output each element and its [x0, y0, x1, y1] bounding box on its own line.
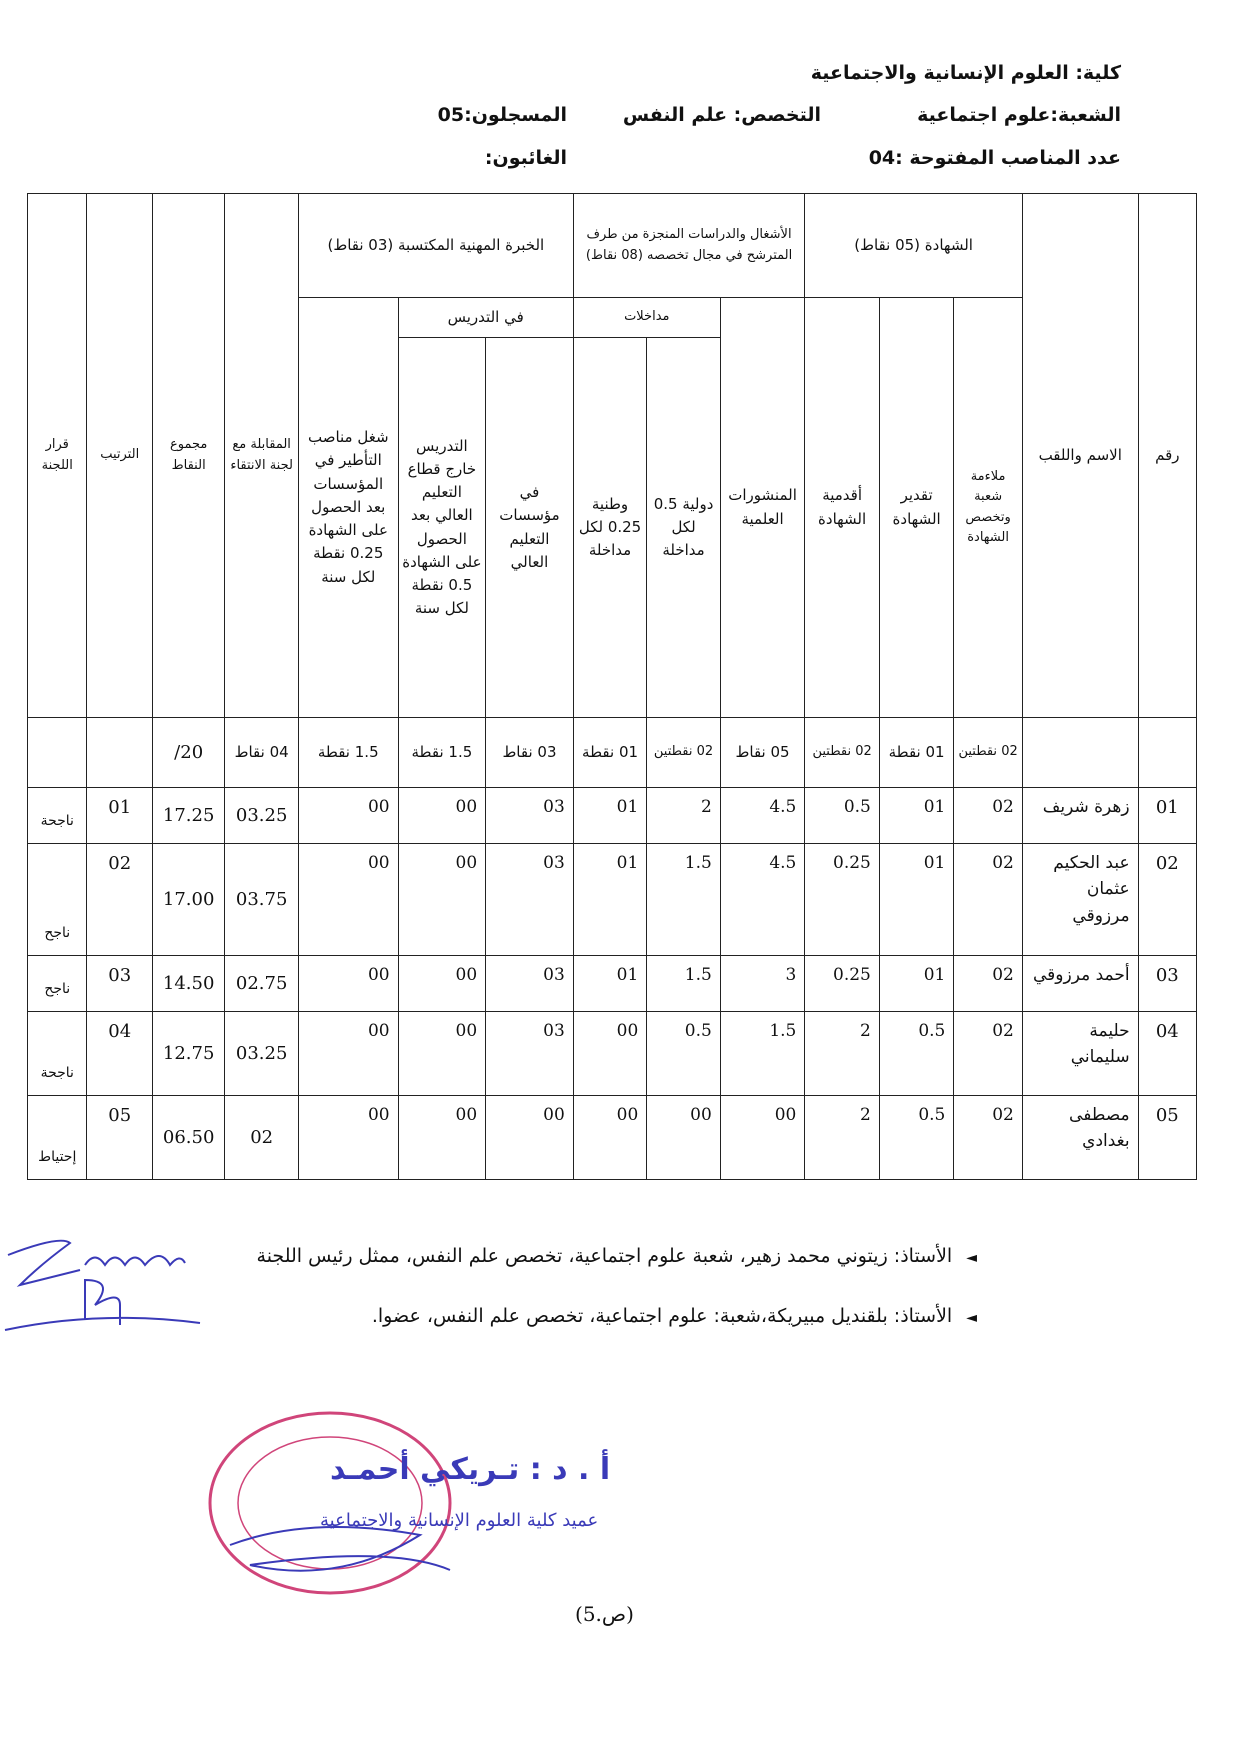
row-decision: ناجح	[28, 844, 87, 956]
row-seniority: 0.25	[805, 844, 880, 956]
row-in-higher-ed: 03	[486, 1012, 574, 1096]
max-seniority: 02 نقطتين	[805, 718, 880, 788]
row-name: زهرة شريف	[1022, 788, 1138, 844]
row-publications: 3	[720, 956, 805, 1012]
row-num: 04	[1138, 1012, 1196, 1096]
max-outside-higher-ed: 1.5 نقطة	[398, 718, 486, 788]
col-header-num: رقم	[1138, 194, 1196, 718]
table-row	[28, 1012, 1197, 1096]
row-national: 01	[573, 788, 647, 844]
bullet-icon: ◄	[966, 1310, 977, 1326]
row-decision: إحتياط	[28, 1096, 87, 1180]
group-header-works: الأشغال والدراسات المنجزة من طرف المترشح في مجال تخصصه (08 نقاط)	[573, 194, 805, 298]
row-outside-higher-ed: 00	[398, 1096, 486, 1180]
row-supervision: 00	[298, 1096, 398, 1180]
row-decision: ناجحة	[28, 788, 87, 844]
row-decision: ناجح	[28, 956, 87, 1012]
col-header-total: مجموع النقاط	[152, 194, 224, 718]
row-supervision: 00	[298, 788, 398, 844]
table-row	[28, 1096, 1197, 1180]
group-header-certificate: الشهادة (05 نقاط)	[805, 194, 1022, 298]
row-publications: 4.5	[720, 788, 805, 844]
branch-label: الشعبة:علوم اجتماعية	[917, 104, 1121, 126]
row-rank: 01	[87, 788, 152, 844]
row-interview: 02	[225, 1096, 299, 1180]
col-header-in-higher-ed: في مؤسسات التعليم العالي	[486, 338, 574, 718]
row-publications: 4.5	[720, 844, 805, 956]
max-points-row	[28, 718, 1197, 788]
max-fit: 02 نقطتين	[954, 718, 1022, 788]
table-row	[28, 788, 1197, 844]
row-total: 17.25	[152, 788, 224, 844]
row-interview: 03.25	[225, 1012, 299, 1096]
row-international: 00	[647, 1096, 721, 1180]
row-international: 1.5	[647, 844, 721, 956]
dean-stamp-icon	[190, 1395, 490, 1615]
row-national: 01	[573, 956, 647, 1012]
row-grade: 01	[879, 788, 954, 844]
col-header-outside-higher-ed: التدريس خارج قطاع التعليم العالي بعد الحصول على الشهادة 0.5 نقطة لكل سنة	[398, 338, 486, 718]
row-grade: 0.5	[879, 1096, 954, 1180]
sub-header-interventions: مداخلات	[573, 298, 720, 338]
faculty-label: كلية: العلوم الإنسانية والاجتماعية	[810, 62, 1121, 84]
committee-member-1	[257, 1245, 977, 1267]
col-header-supervision: شغل مناصب التأطير في المؤسسات بعد الحصول على الشهادة 0.25 نقطة لكل سنة	[298, 298, 398, 718]
committee-member-2-text: الأستاذ: بلقنديل مبيريكة،شعبة: علوم اجتماعية، تخصص علم النفس، عضوا.	[371, 1305, 953, 1327]
table-row	[28, 844, 1197, 956]
group-header-row	[28, 194, 1197, 298]
page-number: (ص.5)	[575, 1602, 634, 1626]
row-decision: ناجحة	[28, 1012, 87, 1096]
row-international: 2	[647, 788, 721, 844]
max-in-higher-ed: 03 نقاط	[486, 718, 574, 788]
row-supervision: 00	[298, 1012, 398, 1096]
max-rank	[87, 718, 152, 788]
row-fit: 02	[954, 1096, 1022, 1180]
results-table	[27, 193, 1197, 1180]
row-outside-higher-ed: 00	[398, 844, 486, 956]
col-header-seniority: أقدمية الشهادة	[805, 298, 880, 718]
row-seniority: 0.25	[805, 956, 880, 1012]
row-supervision: 00	[298, 844, 398, 956]
col-header-decision: قرار اللجنة	[28, 194, 87, 718]
max-total: 20/	[152, 718, 224, 788]
row-num: 05	[1138, 1096, 1196, 1180]
col-header-publications: المنشورات العلمية	[720, 298, 805, 718]
max-decision	[28, 718, 87, 788]
row-fit: 02	[954, 1012, 1022, 1096]
max-name	[1022, 718, 1138, 788]
committee-member-2	[372, 1305, 977, 1327]
row-international: 1.5	[647, 956, 721, 1012]
row-name: مصطفى بغدادي	[1022, 1096, 1138, 1180]
row-name: عبد الحكيم عثمان مرزوقي	[1022, 844, 1138, 956]
bullet-icon: ◄	[966, 1250, 977, 1266]
member-signature-icon	[0, 1225, 210, 1355]
dean-title: عميد كلية العلوم الإنسانية والاجتماعية	[320, 1510, 599, 1531]
row-in-higher-ed: 03	[486, 956, 574, 1012]
row-total: 17.00	[152, 844, 224, 956]
col-header-interview: المقابلة مع لجنة الانتقاء	[225, 194, 299, 718]
dean-name: أ . د : تـريكي أحمـد	[330, 1452, 611, 1487]
specialty-label: التخصص: علم النفس	[622, 104, 821, 126]
row-publications: 00	[720, 1096, 805, 1180]
row-total: 06.50	[152, 1096, 224, 1180]
row-interview: 03.25	[225, 788, 299, 844]
row-num: 02	[1138, 844, 1196, 956]
table-body	[28, 788, 1197, 1180]
row-name: حليمة سليماني	[1022, 1012, 1138, 1096]
row-interview: 03.75	[225, 844, 299, 956]
row-rank: 04	[87, 1012, 152, 1096]
row-grade: 01	[879, 956, 954, 1012]
row-seniority: 2	[805, 1012, 880, 1096]
row-num: 01	[1138, 788, 1196, 844]
row-international: 0.5	[647, 1012, 721, 1096]
max-interview: 04 نقاط	[225, 718, 299, 788]
registered-label: المسجلون:05	[437, 104, 567, 126]
row-in-higher-ed: 00	[486, 1096, 574, 1180]
row-num: 03	[1138, 956, 1196, 1012]
row-rank: 05	[87, 1096, 152, 1180]
max-national: 01 نقطة	[573, 718, 647, 788]
col-header-name: الاسم واللقب	[1022, 194, 1138, 718]
open-positions-label: عدد المناصب المفتوحة :04	[868, 147, 1121, 169]
row-interview: 02.75	[225, 956, 299, 1012]
max-international: 02 نقطتين	[647, 718, 721, 788]
row-in-higher-ed: 03	[486, 788, 574, 844]
row-grade: 01	[879, 844, 954, 956]
row-outside-higher-ed: 00	[398, 1012, 486, 1096]
row-rank: 03	[87, 956, 152, 1012]
row-supervision: 00	[298, 956, 398, 1012]
group-header-experience: الخبرة المهنية المكتسبة (03 نقاط)	[298, 194, 573, 298]
col-header-fit: ملاءمة شعبة وتخصص الشهادة	[954, 298, 1022, 718]
table-row	[28, 956, 1197, 1012]
col-header-international: دولية 0.5 لكل مداخلة	[647, 338, 721, 718]
row-publications: 1.5	[720, 1012, 805, 1096]
col-header-rank: الترتيب	[87, 194, 152, 718]
row-national: 01	[573, 844, 647, 956]
row-rank: 02	[87, 844, 152, 956]
row-outside-higher-ed: 00	[398, 956, 486, 1012]
row-name: أحمد مرزوقي	[1022, 956, 1138, 1012]
col-header-grade: تقدير الشهادة	[879, 298, 954, 718]
row-total: 12.75	[152, 1012, 224, 1096]
row-fit: 02	[954, 844, 1022, 956]
row-total: 14.50	[152, 956, 224, 1012]
row-grade: 0.5	[879, 1012, 954, 1096]
row-fit: 02	[954, 956, 1022, 1012]
sub-header-teaching: في التدريس	[398, 298, 573, 338]
max-supervision: 1.5 نقطة	[298, 718, 398, 788]
row-fit: 02	[954, 788, 1022, 844]
row-in-higher-ed: 03	[486, 844, 574, 956]
max-grade: 01 نقطة	[879, 718, 954, 788]
row-national: 00	[573, 1096, 647, 1180]
row-seniority: 2	[805, 1096, 880, 1180]
row-national: 00	[573, 1012, 647, 1096]
max-num	[1138, 718, 1196, 788]
col-header-national: وطنية 0.25 لكل مداخلة	[573, 338, 647, 718]
absent-label: الغائبون:	[484, 147, 567, 169]
row-seniority: 0.5	[805, 788, 880, 844]
committee-member-1-text: الأستاذ: زيتوني محمد زهير، شعبة علوم اجتماعية، تخصص علم النفس، ممثل رئيس اللجنة	[256, 1245, 953, 1267]
row-outside-higher-ed: 00	[398, 788, 486, 844]
max-publications: 05 نقاط	[720, 718, 805, 788]
